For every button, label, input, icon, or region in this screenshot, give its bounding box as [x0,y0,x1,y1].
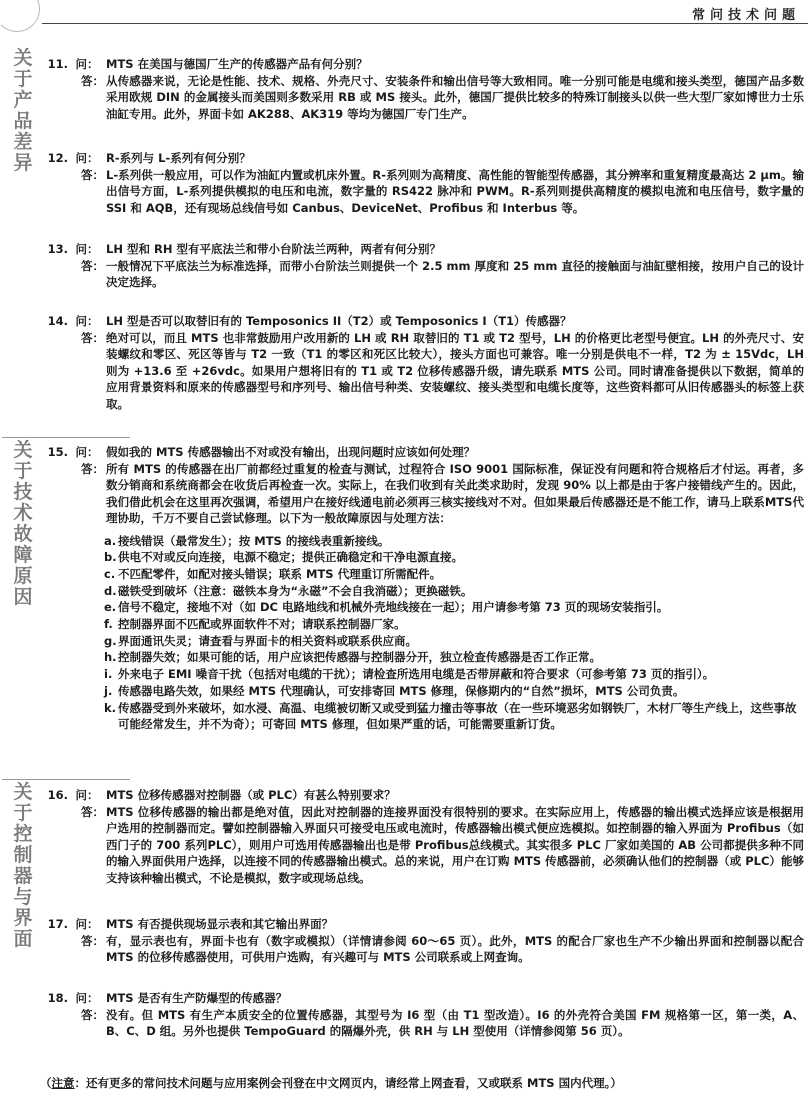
footer-note-open: （ [40,1076,52,1090]
qa-item-13 [46,241,804,291]
list-item-text: 外来电子 EMI 噪音干扰（包括对电缆的干扰）；请检查所选用电缆是否带屏蔽和符合要求（可参考第 73 页的指引）。 [118,667,715,682]
corner-arc-decoration [0,0,40,32]
list-item [104,533,804,550]
question-text: 假如我的 MTS 传感器输出不对或没有输出，出现问题时应该如何处理？ [106,445,476,459]
question-label: 问： [75,314,99,328]
question-text: R-系列与 L-系列有何分别？ [106,151,251,165]
qa-item-12 [46,150,804,216]
question-number: 16. [47,788,68,802]
question-label: 问： [75,788,99,802]
question-text: MTS 在美国与德国厂生产的传感器产品有何分别？ [106,57,368,71]
list-item [104,633,804,650]
list-item-text: 控制器界面不匹配或界面软件不对；请联系控制器厂家。 [118,617,406,632]
list-item-text: 磁铁受到破坏（注意：磁铁本身为“永磁”不会自我消磁）；更换磁铁。 [118,583,473,598]
answer-label: 答： [81,258,104,273]
section-label-fault-causes: 关于技术故障原因 [13,439,33,608]
question-text: MTS 位移传感器对控制器（或 PLC）有甚么特别要求？ [106,788,396,802]
answer-text: 没有。但 MTS 有生产本质安全的位置传感器，其型号为 I6 型（由 T1 型改造）。I6 的外壳符合美国 FM 规格第一区，第一类，A、B、C、D 组。另外也提供 TempoGuard 的隔爆外壳，供 RH 与 LH 型使用（详情参阅第 56 页）。 [106,1007,804,1038]
answer-text: 从传感器来说，无论是性能、技术、规格、外壳尺寸、安装条件和输出信号等大致相同。唯一分别可能是电缆和接头类型，德国产品多数采用欧规 DIN 的金属接头而美国则多数采用 RB 或 MS 接头。此外，德国厂提供比较多的特殊订制接头以供一些大型厂家如博世力士乐油缸专用。此外，界面卡如 AK288、AK319 等均为德国厂专门生产。 [106,73,804,121]
list-item-text: 信号不稳定，接地不对（如 DC 电路地线和机械外壳地线接在一起）；用户请参考第 73 页的现场安装指引。 [118,600,669,615]
list-item-letter: i. [104,667,113,682]
list-item [104,566,804,583]
header-rule [42,23,808,24]
list-item-letter: d. [104,583,117,598]
footer-note-text: ：还有更多的常问技术问题与应用案例会刊登在中文网页内，请经常上网查看，又或联系 MTS 国内代理。） [74,1076,622,1090]
answer-label: 答： [81,167,104,182]
answer-text: 所有 MTS 的传感器在出厂前都经过重复的检查与测试，过程符合 ISO 9001 国际标准，保证没有问题和符合规格后才付运。再者，多数分销商和系统商都会在收货后再检查一次。实际上，在我们收到有关此类求助时，发现 90% 以上都是由于客户接错线产生的。因此，我们借此机会在这里再次强调，希望用户在接好线通电前必须再三核实接线对不对。但如果最后传感器还是不能工作，请马上联系MTS代理协助，千万不要自己尝试修理。以下为一般故障原因与处理方法： [106,461,804,525]
question-number: 15. [47,445,68,459]
list-item-letter: g. [104,633,117,648]
list-item-letter: a. [104,533,117,548]
qa-item-11 [46,56,804,122]
list-item-text: 传感器受到外来破坏，如水浸、高温、电缆被切断又或受到猛力撞击等事故（在一些环境恶劣如钢铁厂，木材厂等生产线上，这些事故可能经常发生，并不为奇）；可寄回 MTS 修理，但如果严重的话，可能需要重新订货。 [118,700,797,732]
question-text: MTS 是否有生产防爆型的传感器？ [106,991,288,1005]
qa-item-14 [46,313,804,412]
question-label: 问： [75,242,99,256]
qa-item-15 [46,444,804,733]
question-label: 问： [75,917,99,931]
answer-text: 一般情况下平底法兰为标准选择，而带小台阶法兰则提供一个 2.5 mm 厚度和 25 mm 直径的接触面与油缸壁相接，按用户自己的设计决定选择。 [106,258,804,289]
list-item [104,649,804,666]
troubleshooting-list [104,533,804,733]
list-item-text: 传感器电路失效，如果经 MTS 代理确认，可安排寄回 MTS 修理，保修期内的“自然”损坏，MTS 公司负责。 [118,683,685,698]
answer-label: 答： [81,461,104,476]
answer-text: MTS 位移传感器的输出都是绝对值，因此对控制器的连接界面没有很特别的要求。在实际应用上，传感器的输出模式选择应该是根据用户选用的控制器而定。譬如控制器输入界面只可接受电压或电流时，传感器输出模式便应选模拟。如控制器的输入界面为 Profibus（如西门子的 700 系列PLC），则用户可选用传感器输出也是带 Profibus总线模式。其实很多 PLC 厂家如美国的 AB 公司都提供多种不同的输入界面供用户选择，以连接不同的传感器输出模式。总的来说，用户在订购 MTS 传感器前，必须确认他们的控制器（或 PLC）能够支持该种输出模式，不论是模拟，数字或现场总线。 [106,804,804,885]
list-item [104,616,804,633]
answer-label: 答： [81,933,104,948]
list-item-text: 接线错误（最常发生）；按 MTS 的接线表重新接线。 [118,533,390,548]
question-text: MTS 有否提供现场显示表和其它输出界面？ [106,917,334,931]
question-label: 问： [75,57,99,71]
answer-label: 答： [81,73,104,88]
question-text: LH 型和 RH 型有平底法兰和带小台阶法兰两种，两者有何分别？ [106,242,441,256]
section-label-product-differences: 关于产品差异 [13,47,33,174]
list-item-letter: e. [104,600,117,615]
answer-text: 绝对可以，而且 MTS 也非常鼓励用户改用新的 LH 或 RH 取替旧的 T1 或 T2 型号，LH 的价格更比老型号便宜。LH 的外壳尺寸、安装螺纹和零区、死区等皆与 T2 一致（T1 的零区和死区比较大），接头方面也可兼容。唯一分别是供电不一样，T2 为 ± 15Vdc，LH 则为 +13.6 至 +26vdc。如果用户想将旧有的 T1 或 T2 位移传感器升级，请先联系 MTS 公司。同时请准备提供以下数据，简单的应用背景资料和原来的传感器型号和序列号、输出信号种类、安装螺纹、接头类型和电缆长度等，这些资料都可从旧传感器头的标签上获取。 [106,330,804,411]
list-item-text: 控制器失效；如果可能的话，用户应该把传感器与控制器分开，独立检查传感器是否工作正常。 [118,650,601,665]
section-label-controller-interface: 关于控制器与界面 [13,781,33,950]
list-item-letter: k. [104,700,117,715]
qa-item-16 [46,787,804,886]
list-item-letter: h. [104,650,117,665]
list-item [104,549,804,566]
question-number: 18. [47,991,68,1005]
list-item-letter: f. [104,617,113,632]
footer-note-label: 注意 [51,1076,75,1090]
answer-label: 答： [81,330,104,345]
question-label: 问： [75,991,99,1005]
list-item-letter: j. [104,683,113,698]
section-divider [2,779,130,780]
question-number: 14. [47,314,68,328]
question-label: 问： [75,445,99,459]
list-item-text: 不匹配零件，如配对接头错误；联系 MTS 代理重订所需配件。 [118,566,442,581]
question-number: 11. [47,57,68,71]
page-title: 常问技术问题 [691,8,800,23]
list-item [104,583,804,600]
list-item [104,666,804,683]
answer-text: L-系列供一般应用，可以作为油缸内置或机床外置。R-系列则为高精度、高性能的智能型传感器，其分辨率和重复精度最高达 2 μm。输出信号方面，L-系列提供模拟的电压和电流，数字量的 RS422 脉冲和 PWM。R-系列则提供高精度的模拟电流和电压信号，数字量的 SSI 和 AQB，还有现场总线信号如 Canbus、DeviceNet、Profibus 和 Interbus 等。 [106,167,804,215]
question-label: 问： [75,151,99,165]
section-divider [2,437,130,438]
qa-item-17 [46,916,804,966]
list-item [104,700,804,733]
footer-note [40,1075,802,1091]
list-item [104,683,804,700]
question-number: 12. [47,151,68,165]
answer-label: 答： [81,1007,104,1022]
question-number: 13. [47,242,68,256]
list-item-text: 界面通讯失灵；请查看与界面卡的相关资料或联系供应商。 [118,633,417,648]
question-number: 17. [47,917,68,931]
answer-text: 有，显示表也有，界面卡也有（数字或模拟）（详情请参阅 60～65 页）。此外，MTS 的配合厂家也生产不少输出界面和控制器以配合 MTS 的位移传感器使用，可供用户选购，有兴趣可与 MTS 公司联系或上网查询。 [106,933,804,964]
answer-label: 答： [81,804,104,819]
list-item-letter: b. [104,550,117,565]
question-text: LH 型是否可以取替旧有的 Temposonics II（T2）或 Temposonics I（T1）传感器？ [106,314,572,328]
list-item-letter: c. [104,566,116,581]
list-item [104,599,804,616]
list-item-text: 供电不对或反向连接，电源不稳定；提供正确稳定和干净电源直接。 [118,550,463,565]
qa-item-18 [46,990,804,1040]
